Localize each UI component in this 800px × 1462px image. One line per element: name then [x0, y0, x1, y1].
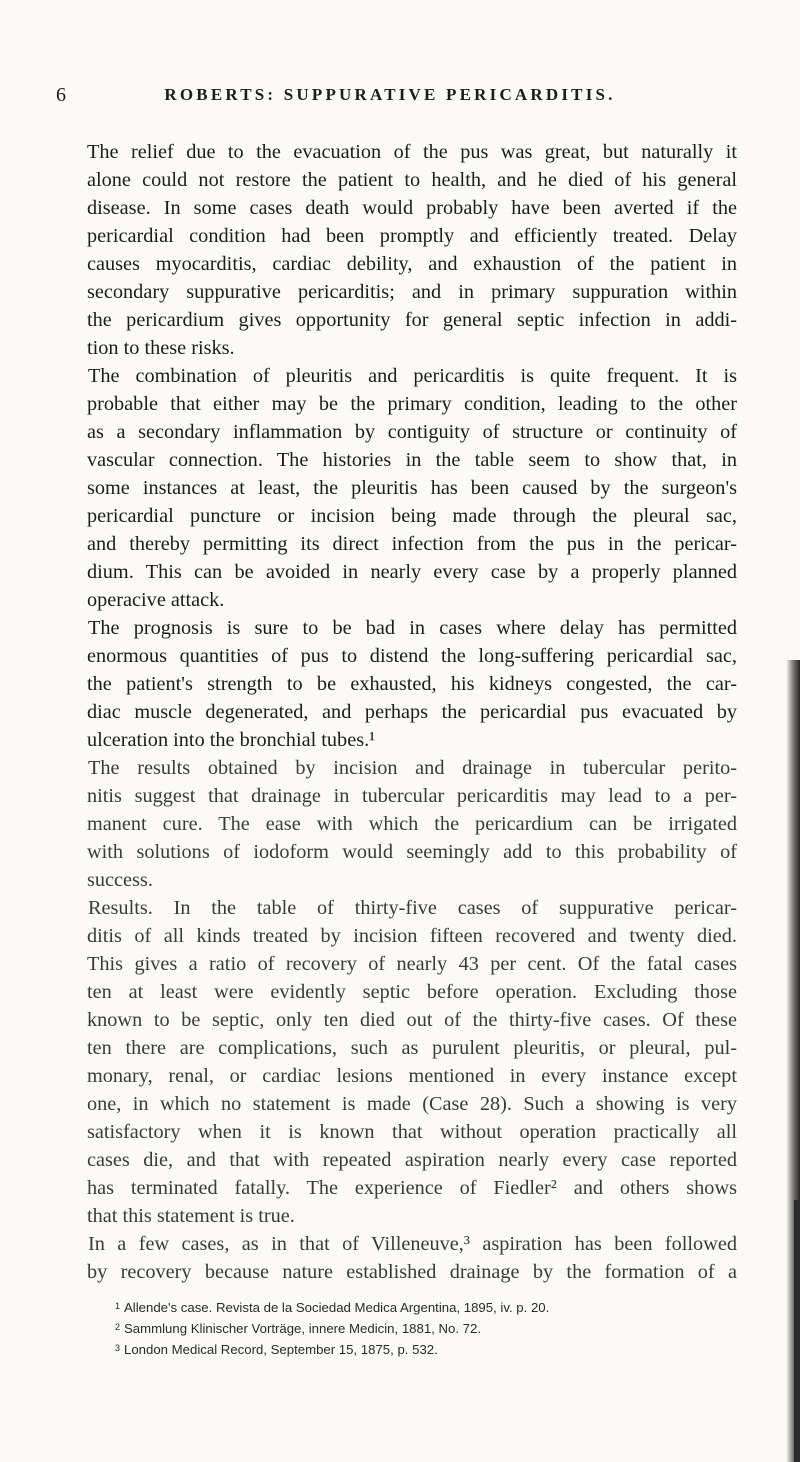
page-number: 6	[56, 84, 66, 106]
text-line: secondary suppurative pericarditis; and in primary suppuration within	[87, 281, 737, 303]
text-line: alone could not restore the patient to health, and he died of his general	[87, 169, 737, 191]
text-line: pericardial puncture or incision being made through the pleural sac,	[87, 505, 737, 527]
text-line: satisfactory when it is known that without operation practically all	[87, 1121, 737, 1143]
footnote-mark: 3	[115, 1343, 121, 1353]
text-line: vascular connection. The histories in the table seem to show that, in	[87, 449, 737, 471]
text-line: This gives a ratio of recovery of nearly 43 per cent. Of the fatal cases	[87, 953, 737, 975]
text-line: by recovery because nature established drainage by the formation of a	[87, 1261, 737, 1283]
text-line: dium. This can be avoided in nearly every case by a properly planned	[87, 561, 737, 583]
text-line: nitis suggest that drainage in tubercular pericarditis may lead to a per-	[87, 785, 737, 807]
footnotes	[115, 1296, 675, 1359]
page-edge-dark	[794, 1200, 800, 1462]
text-line: and thereby permitting its direct infection from the pus in the pericar-	[87, 533, 737, 555]
text-line: Results. In the table of thirty-five cases of suppurative pericar-	[88, 897, 737, 919]
text-line: The results obtained by incision and drainage in tubercular perito-	[88, 757, 737, 779]
body-text	[87, 138, 737, 1286]
footnote	[115, 1338, 675, 1359]
footnote	[115, 1296, 675, 1317]
text-line: manent cure. The ease with which the pericardium can be irrigated	[87, 813, 737, 835]
text-line: probable that either may be the primary condition, leading to the other	[87, 393, 737, 415]
text-line: as a secondary inflammation by contiguity of structure or continuity of	[87, 421, 737, 443]
text-line: tion to these risks.	[87, 337, 235, 359]
footnote-text: Sammlung Klinischer Vorträge, innere Medicin, 1881, No. 72.	[124, 1321, 481, 1336]
text-line: operacive attack.	[87, 589, 225, 611]
text-line: The combination of pleuritis and pericarditis is quite frequent. It is	[88, 365, 737, 387]
footnote	[115, 1317, 675, 1338]
footnote-mark: 2	[115, 1322, 121, 1332]
text-line: has terminated fatally. The experience of Fiedler² and others shows	[87, 1177, 737, 1199]
text-line: The prognosis is sure to be bad in cases where delay has permitted	[88, 617, 737, 639]
footnote-mark: 1	[115, 1301, 121, 1311]
text-line: pericardial condition had been promptly and efficiently treated. Delay	[87, 225, 737, 247]
footnote-text: Allende's case. Revista de la Sociedad Medica Argentina, 1895, iv. p. 20.	[124, 1300, 550, 1315]
running-title: ROBERTS: SUPPURATIVE PERICARDITIS.	[164, 85, 616, 104]
text-line: the patient's strength to be exhausted, his kidneys congested, the car-	[87, 673, 737, 695]
text-line: ulceration into the bronchial tubes.¹	[87, 729, 376, 751]
text-line: that this statement is true.	[87, 1205, 295, 1227]
text-line: The relief due to the evacuation of the pus was great, but naturally it	[87, 141, 737, 163]
text-line: diac muscle degenerated, and perhaps the pericardial pus evacuated by	[87, 701, 737, 723]
text-line: one, in which no statement is made (Case 28). Such a showing is very	[87, 1093, 737, 1115]
text-line: ten there are complications, such as purulent pleuritis, or pleural, pul-	[87, 1037, 737, 1059]
text-line: ditis of all kinds treated by incision fifteen recovered and twenty died.	[87, 925, 737, 947]
footnote-text: London Medical Record, September 15, 1875, p. 532.	[124, 1342, 438, 1357]
text-line: enormous quantities of pus to distend the long-suffering pericardial sac,	[87, 645, 737, 667]
text-line: some instances at least, the pleuritis has been caused by the surgeon's	[87, 477, 737, 499]
running-head	[56, 82, 756, 108]
text-line: cases die, and that with repeated aspiration nearly every case reported	[87, 1149, 737, 1171]
text-line: causes myocarditis, cardiac debility, and exhaustion of the patient in	[87, 253, 737, 275]
text-line: known to be septic, only ten died out of the thirty-five cases. Of these	[87, 1009, 737, 1031]
text-line: disease. In some cases death would probably have been averted if the	[87, 197, 737, 219]
text-line: ten at least were evidently septic before operation. Excluding those	[87, 981, 737, 1003]
text-line: In a few cases, as in that of Villeneuve,³ aspiration has been followed	[88, 1233, 737, 1255]
text-line: with solutions of iodoform would seemingly add to this probability of	[87, 841, 737, 863]
text-line: the pericardium gives opportunity for general septic infection in addi-	[87, 309, 737, 331]
text-line: monary, renal, or cardiac lesions mentioned in every instance except	[87, 1065, 737, 1087]
text-line: success.	[87, 869, 153, 891]
